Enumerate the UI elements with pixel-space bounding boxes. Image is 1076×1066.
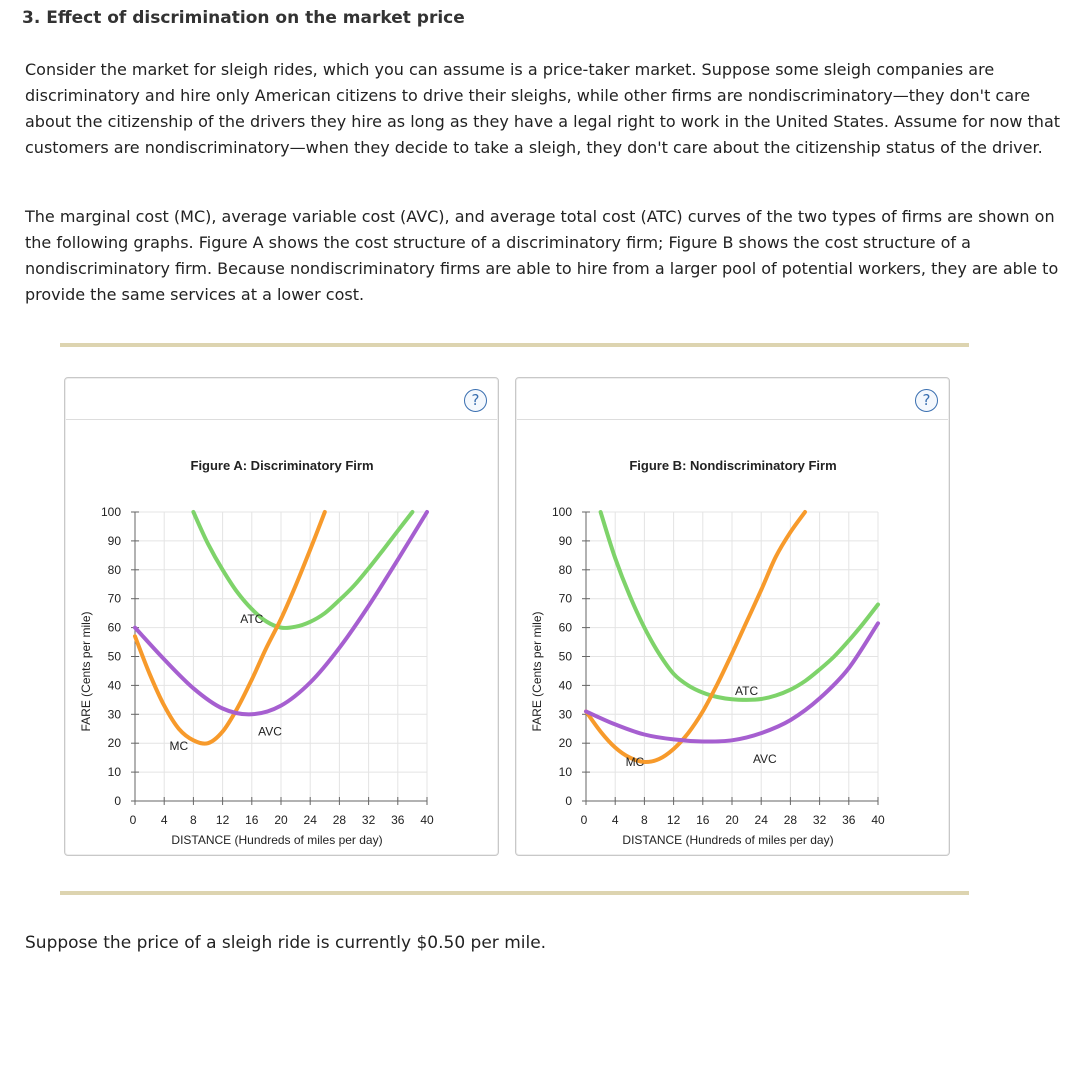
y-tick-label: 30 [107,707,121,722]
divider-top [60,343,969,347]
x-tick-label: 24 [754,813,768,827]
x-tick-label: 4 [160,813,168,827]
chart-title: Figure B: Nondiscriminatory Firm [629,458,837,473]
y-axis-label: FARE (Cents per mile) [79,611,93,732]
y-tick-label: 20 [107,736,121,751]
y-tick-label: 100 [100,505,121,519]
x-axis-label: DISTANCE (Hundreds of miles per day) [171,833,383,847]
x-tick-label: 28 [332,813,347,827]
x-tick-label: 16 [696,813,710,827]
x-tick-label: 36 [842,813,856,827]
y-tick-label: 90 [107,533,121,548]
x-tick-label: 16 [245,813,259,827]
x-tick-label: 0 [580,813,588,827]
figure-a-chart [65,378,498,855]
y-tick-label: 10 [107,765,121,780]
cost-curves-paragraph: The marginal cost (MC), average variable cost (AVC), and average total cost (ATC) curves of the two types of firms are shown on the following graphs. Figure A shows the cost structure of a discriminatory firm; Figure B shows the cost structure of a nondiscriminatory firm. Because nondiscriminatory firms are able to hire from a larger pool of potential workers, they are able to provide the same services at a lower cost. [25,207,1059,304]
x-tick-label: 36 [391,813,405,827]
curve-label-mc[interactable]: MC [169,739,189,754]
curve-label-atc[interactable]: ATC [735,684,759,699]
help-button[interactable]: ? [915,389,938,412]
y-axis-label: FARE (Cents per mile) [530,611,544,732]
divider-bottom [60,891,969,895]
x-tick-label: 24 [303,813,317,827]
x-tick-label: 20 [274,813,288,827]
y-tick-label: 100 [551,505,572,519]
x-tick-label: 32 [361,813,376,827]
y-tick-label: 20 [558,736,572,751]
chart-title: Figure A: Discriminatory Firm [190,458,374,473]
price-statement: Suppose the price of a sleigh ride is currently $0.50 per mile. [25,933,547,953]
curve-label-mc[interactable]: MC [625,754,645,769]
y-tick-label: 10 [558,765,572,780]
x-tick-label: 4 [611,813,619,827]
page-title: 3. Effect of discrimination on the market price [22,8,465,28]
y-tick-label: 50 [558,649,572,664]
curve-label-atc[interactable]: ATC [240,611,264,626]
x-tick-label: 0 [129,813,137,827]
y-tick-label: 80 [558,562,572,577]
x-axis-label: DISTANCE (Hundreds of miles per day) [622,833,834,847]
y-tick-label: 90 [558,533,572,548]
y-tick-label: 60 [107,620,121,635]
x-tick-label: 20 [725,813,739,827]
y-tick-label: 40 [558,678,572,693]
y-tick-label: 70 [107,591,121,606]
y-tick-label: 50 [107,649,121,664]
y-tick-label: 0 [114,794,121,808]
help-button[interactable]: ? [464,389,487,412]
x-tick-label: 8 [190,813,197,827]
x-tick-label: 8 [641,813,648,827]
y-tick-label: 40 [107,678,121,693]
x-tick-label: 32 [812,813,827,827]
y-tick-label: 80 [107,562,121,577]
x-tick-label: 12 [666,813,681,827]
curve-label-avc[interactable]: AVC [752,752,777,767]
y-tick-label: 70 [558,591,572,606]
x-tick-label: 28 [783,813,798,827]
figure-a-panel [64,377,499,856]
grid [135,512,427,801]
figure-b-panel [515,377,950,856]
y-tick-label: 60 [558,620,572,635]
y-tick-label: 0 [565,794,572,808]
series-atc-curve[interactable] [601,512,878,700]
x-tick-label: 12 [215,813,230,827]
y-tick-label: 30 [558,707,572,722]
x-tick-label: 40 [871,813,885,827]
intro-paragraph: Consider the market for sleigh rides, which you can assume is a price-taker market. Suppose some sleigh companies are discriminatory and hire only American citizens to drive their sleighs, while other firms are nondiscriminatory—they don't care about the citizenship of the drivers they hire as long as they have a legal right to work in the United States. Assume for now that customers are nondiscriminatory—when they decide to take a sleigh, they don't care about the citizenship status of the driver. [25,60,1061,157]
curve-label-avc[interactable]: AVC [258,724,282,739]
x-tick-label: 40 [420,813,434,827]
figure-b-chart [516,378,949,855]
